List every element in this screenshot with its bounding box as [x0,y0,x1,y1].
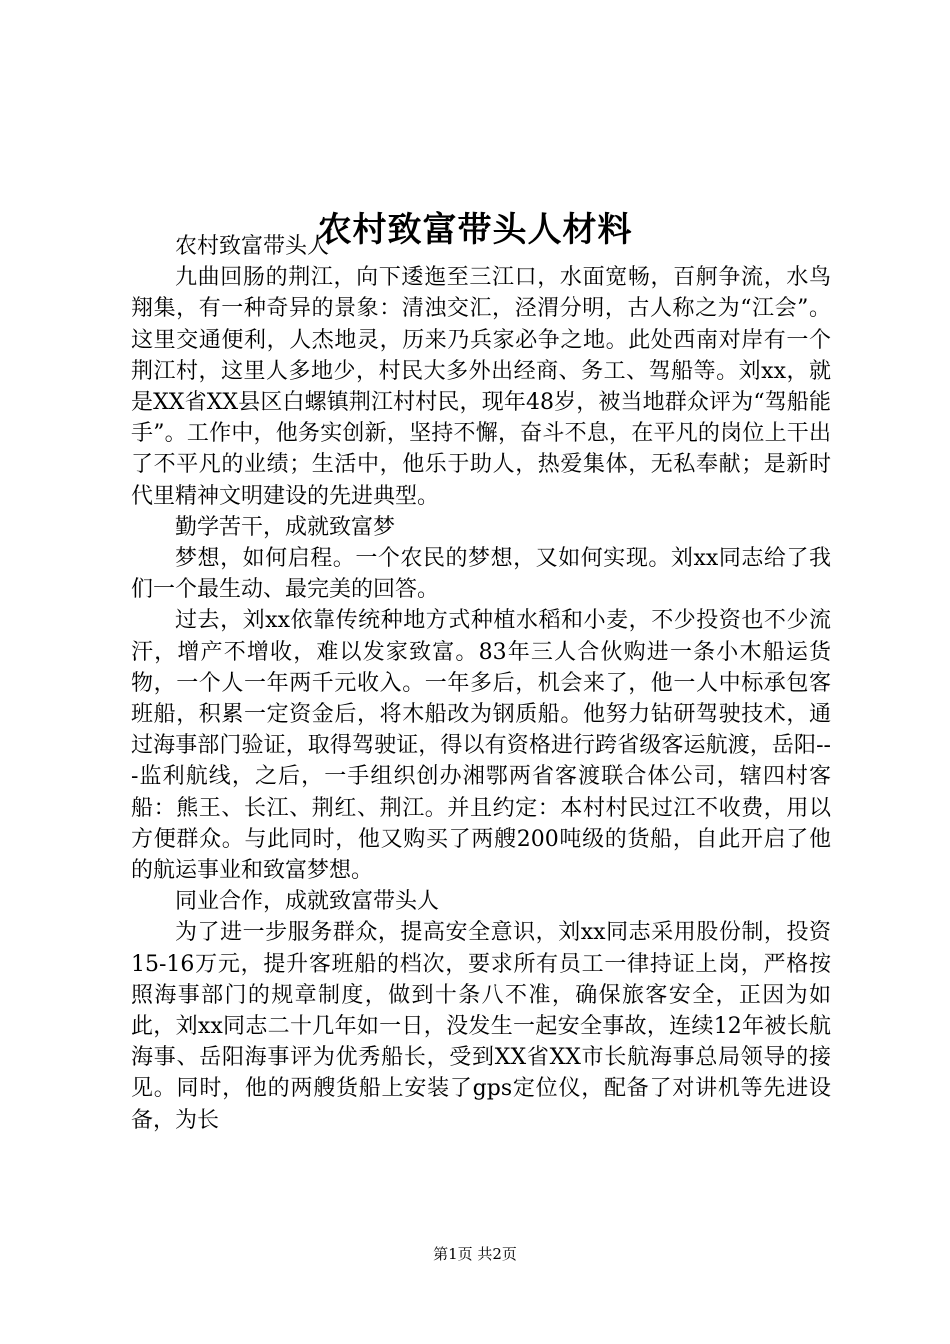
paragraph-past: 过去，刘xx依靠传统种地方式种植水稻和小麦，不少投资也不少流汗，增产不增收，难以发家致富。83年三人合伙购进一条小木船运货物，一个人一年两千元收入。一年多后，机会来了，他一人中标承包客班船，积累一定资金后，将木船改为钢质船。他努力钻研驾驶技术，通过海事部门验证，取得驾驶证，得以有资格进行跨省级客运航渡，岳阳---监利航线，之后，一手组织创办湘鄂两省客渡联合体公司，辖四村客船：熊王、长江、荆红、荆江。并且约定：本村村民过江不收费，用以方便群众。与此同时，他又购买了两艘200吨级的货船，自此开启了他的航运事业和致富梦想。 [131,608,831,884]
section-heading-1: 勤学苦干，成就致富梦 [175,514,396,540]
document-title: 农村致富带头人材料 [317,209,633,250]
page-number-footer: 第1页 共2页 [433,1245,517,1263]
paragraph-intro: 九曲回肠的荆江，向下逶迤至三江口，水面宽畅，百舸争流，水鸟翔集，有一种奇异的景象：清浊交汇，泾渭分明，古人称之为“江会”。这里交通便利，人杰地灵，历来乃兵家必争之地。此处西南对岸有一个荆江村，这里人多地少，村民大多外出经商、务工、驾船等。刘xx，就是XX省XX县区白螺镇荆江村村民，现年48岁，被当地群众评为“驾船能手”。工作中，他务实创新，坚持不懈，奋斗不息，在平凡的岗位上干出了不平凡的业绩；生活中，他乐于助人，热爱集体，无私奉献；是新时代里精神文明建设的先进典型。 [131,265,831,509]
section-heading-2: 同业合作，成就致富带头人 [175,889,440,915]
paragraph-dream: 梦想，如何启程。一个农民的梦想，又如何实现。刘xx同志给了我们一个最生动、最完美的回答。 [131,546,831,603]
paragraph-cooperation: 为了进一步服务群众，提高安全意识，刘xx同志采用股份制，投资15-16万元，提升客班船的档次，要求所有员工一律持证上岗，严格按照海事部门的规章制度，做到十条八不准，确保旅客安全，正因为如此，刘xx同志二十几年如一日，没发生一起安全事故，连续12年被长航海事、岳阳海事评为优秀船长，受到XX省XX市长航海事总局领导的接见。同时，他的两艘货船上安装了gps定位仪，配备了对讲机等先进设备，为长 [131,920,831,1133]
paragraph-subtitle: 农村致富带头人 [175,234,330,259]
document-body [131,231,831,1136]
